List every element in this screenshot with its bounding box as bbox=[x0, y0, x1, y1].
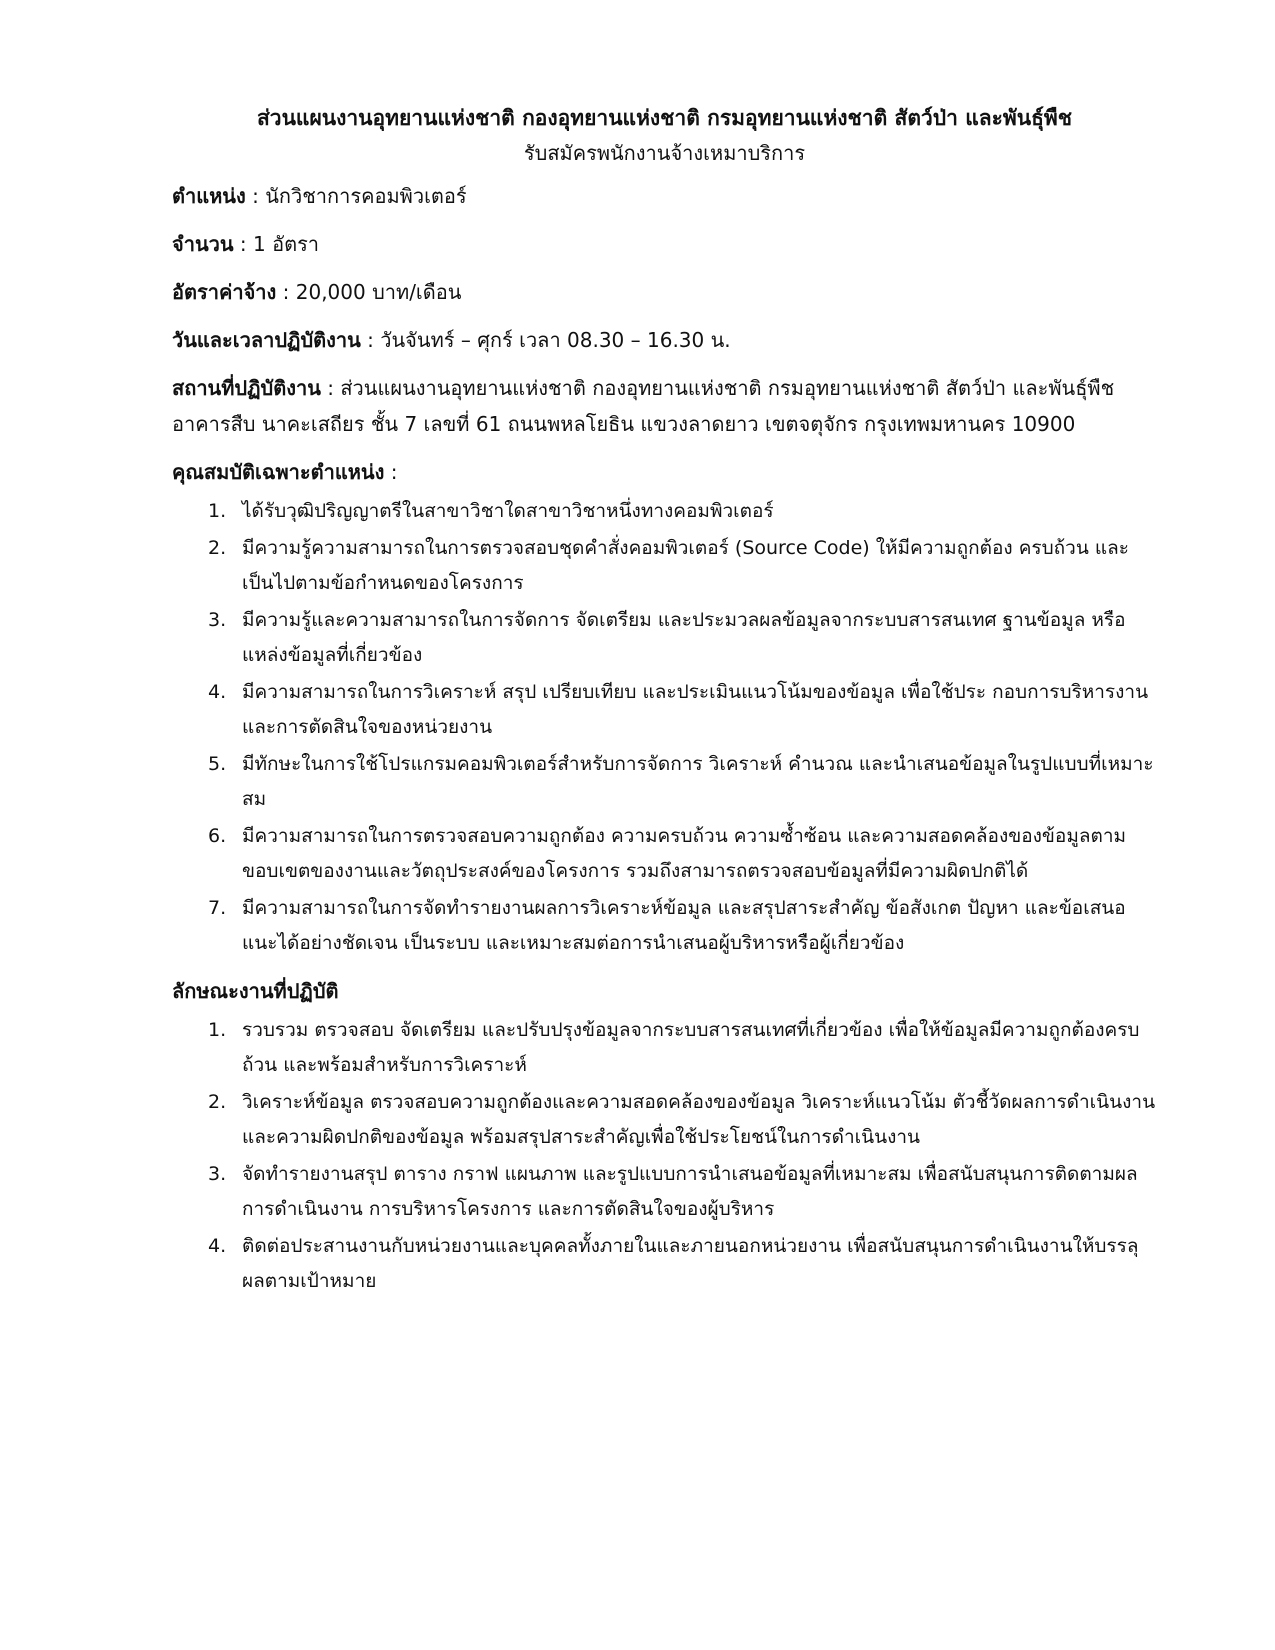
duties-list bbox=[172, 1013, 1157, 1299]
document-subtitle: รับสมัครพนักงานจ้างเหมาบริการ bbox=[523, 141, 806, 165]
document-title: ส่วนแผนงานอุทยานแห่งชาติ กองอุทยานแห่งชาติ กรมอุทยานแห่งชาติ สัตว์ป่า และพันธุ์พืช bbox=[256, 106, 1073, 130]
qualifications-list bbox=[172, 494, 1157, 961]
list-item bbox=[172, 747, 1157, 817]
field-position-label: ตำแหน่ง bbox=[172, 184, 246, 208]
field-salary bbox=[172, 274, 1157, 310]
document-page bbox=[172, 100, 1157, 1311]
qualifications-heading-suffix: : bbox=[384, 460, 398, 484]
field-quantity-value: : 1 อัตรา bbox=[233, 232, 320, 256]
list-item-text: มีความสามารถในการวิเคราะห์ สรุป เปรียบเทียบ และประเมินแนวโน้มของข้อมูล เพื่อใช้ประ กอบการบริหารงานและการตัดสินใจของหน่วยงาน bbox=[242, 681, 1149, 738]
list-item-number: 5. bbox=[208, 753, 227, 775]
list-item-text: มีความสามารถในการจัดทำรายงานผลการวิเคราะห์ข้อมูล และสรุปสาระสำคัญ ข้อสังเกต ปัญหา และข้อเสนอแนะได้อย่างชัดเจน เป็นระบบ และเหมาะสมต่อการนำเสนอผู้บริหารหรือผู้เกี่ยวข้อง bbox=[242, 897, 1126, 954]
field-salary-label: อัตราค่าจ้าง bbox=[172, 280, 277, 304]
list-item-number: 4. bbox=[208, 1235, 227, 1257]
list-item-number: 1. bbox=[208, 500, 227, 522]
list-item-number: 4. bbox=[208, 681, 227, 703]
duties-heading bbox=[172, 973, 1157, 1009]
list-item-text: รวบรวม ตรวจสอบ จัดเตรียม และปรับปรุงข้อมูลจากระบบสารสนเทศที่เกี่ยวข้อง เพื่อให้ข้อมูลมีความถูกต้องครบถ้วน และพร้อมสำหรับการวิเคราะห์ bbox=[242, 1019, 1140, 1076]
field-hours bbox=[172, 322, 1157, 358]
list-item bbox=[172, 675, 1157, 745]
list-item-number: 6. bbox=[208, 825, 227, 847]
field-location-value: : ส่วนแผนงานอุทยานแห่งชาติ กองอุทยานแห่งชาติ กรมอุทยานแห่งชาติ สัตว์ป่า และพันธุ์พืช อาคารสืบ นาคะเสถียร ชั้น 7 เลขที่ 61 ถนนพหลโยธิน แขวงลาดยาว เขตจตุจักร กรุงเทพมหานคร 10900 bbox=[172, 376, 1115, 436]
list-item-number: 7. bbox=[208, 897, 227, 919]
list-item-text: มีความสามารถในการตรวจสอบความถูกต้อง ความครบถ้วน ความซ้ำซ้อน และความสอดคล้องของข้อมูลตามขอบเขตของงานและวัตถุประสงค์ของโครงการ รวมถึงสามารถตรวจสอบข้อมูลที่มีความผิดปกติได้ bbox=[242, 825, 1127, 882]
list-item-text: มีความรู้และความสามารถในการจัดการ จัดเตรียม และประมวลผลข้อมูลจากระบบสารสนเทศ ฐานข้อมูล หรือแหล่งข้อมูลที่เกี่ยวข้อง bbox=[242, 609, 1126, 666]
field-hours-value: : วันจันทร์ – ศุกร์ เวลา 08.30 – 16.30 น. bbox=[360, 328, 731, 352]
list-item-text: มีทักษะในการใช้โปรแกรมคอมพิวเตอร์สำหรับการจัดการ วิเคราะห์ คำนวณ และนำเสนอข้อมูลในรูปแบบที่เหมาะสม bbox=[242, 753, 1154, 810]
list-item-text: วิเคราะห์ข้อมูล ตรวจสอบความถูกต้องและความสอดคล้องของข้อมูล วิเคราะห์แนวโน้ม ตัวชี้วัดผลการดำเนินงาน และความผิดปกติของข้อมูล พร้อมสรุปสาระสำคัญเพื่อใช้ประโยชน์ในการดำเนินงาน bbox=[242, 1091, 1156, 1148]
field-quantity-label: จำนวน bbox=[172, 232, 234, 256]
field-location bbox=[172, 370, 1157, 442]
list-item-number: 3. bbox=[208, 1163, 227, 1185]
list-item-text: จัดทำรายงานสรุป ตาราง กราฟ แผนภาพ และรูปแบบการนำเสนอข้อมูลที่เหมาะสม เพื่อสนับสนุนการติดตามผลการดำเนินงาน การบริหารโครงการ และการตัดสินใจของผู้บริหาร bbox=[242, 1163, 1138, 1220]
qualifications-heading-label: คุณสมบัติเฉพาะตำแหน่ง bbox=[172, 460, 385, 484]
field-position bbox=[172, 178, 1157, 214]
qualifications-heading bbox=[172, 454, 1157, 490]
list-item bbox=[172, 531, 1157, 601]
list-item bbox=[172, 1085, 1157, 1155]
field-quantity bbox=[172, 226, 1157, 262]
list-item bbox=[172, 1157, 1157, 1227]
list-item bbox=[172, 603, 1157, 673]
list-item-text: ได้รับวุฒิปริญญาตรีในสาขาวิชาใดสาขาวิชาหนึ่งทางคอมพิวเตอร์ bbox=[242, 500, 774, 522]
list-item-number: 2. bbox=[208, 1091, 227, 1113]
list-item-number: 1. bbox=[208, 1019, 227, 1041]
list-item-text: ติดต่อประสานงานกับหน่วยงานและบุคคลทั้งภายในและภายนอกหน่วยงาน เพื่อสนับสนุนการดำเนินงานให้บรรลุผลตามเป้าหมาย bbox=[242, 1235, 1139, 1292]
duties-heading-label: ลักษณะงานที่ปฏิบัติ bbox=[172, 979, 339, 1003]
field-location-label: สถานที่ปฏิบัติงาน bbox=[172, 376, 321, 400]
field-position-value: : นักวิชาการคอมพิวเตอร์ bbox=[245, 184, 467, 208]
list-item bbox=[172, 819, 1157, 889]
list-item-number: 2. bbox=[208, 537, 227, 559]
list-item bbox=[172, 891, 1157, 961]
list-item bbox=[172, 1229, 1157, 1299]
list-item-text: มีความรู้ความสามารถในการตรวจสอบชุดคำสั่งคอมพิวเตอร์ (Source Code) ให้มีความถูกต้อง ครบถ้วน และเป็นไปตามข้อกำหนดของโครงการ bbox=[242, 537, 1129, 594]
field-salary-value: : 20,000 บาท/เดือน bbox=[276, 280, 462, 304]
list-item bbox=[172, 494, 1157, 529]
list-item-number: 3. bbox=[208, 609, 227, 631]
list-item bbox=[172, 1013, 1157, 1083]
field-hours-label: วันและเวลาปฏิบัติงาน bbox=[172, 328, 361, 352]
